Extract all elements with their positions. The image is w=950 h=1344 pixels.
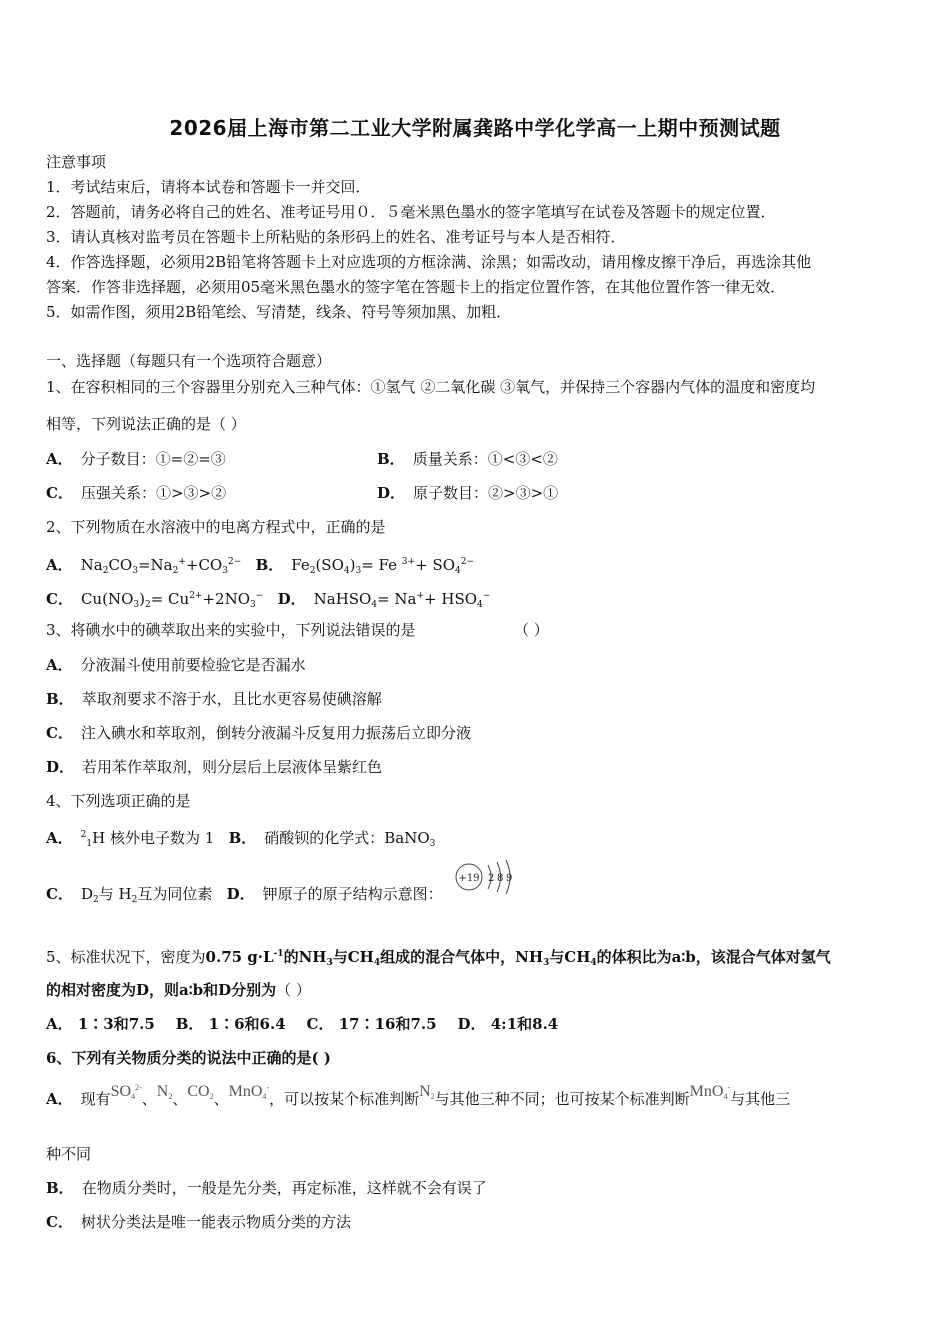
q5-stem-line1: 5、标准状况下，密度为0.75 $g\cdot L^{-1}$的$NH_3$与$CH_4$组成的混合气体中，$NH_3$与$CH_4$的体积比为a∶b，该混合气体对氢气 bbox=[46, 948, 831, 968]
q1-option-b: B． 质量关系：①<③<② bbox=[377, 450, 558, 468]
section-heading: 一、选择题（每题只有一个选项符合题意） bbox=[46, 352, 332, 370]
q2-options-cd: C． $Cu(NO_3)_2= Cu^{2+}+2NO_3^-$ D． NaHSO$_4$= $Na^++ HSO_4^-$ bbox=[46, 590, 491, 610]
q2-options-ab: A． $Na_2CO_3=Na_2^++CO_3^{2-}$ B． $Fe_2(SO_4)_3= Fe$ $^{3+}+ SO_4^{2-}$ bbox=[46, 556, 475, 576]
q3-stem: 3、将碘水中的碘萃取出来的实验中，下列说法错误的是 bbox=[46, 621, 416, 639]
notice-item-1: 1．考试结束后，请将本试卷和答题卡一并交回． bbox=[46, 178, 371, 196]
notice-item-4: 4．作答选择题，必须用2B铅笔将答题卡上对应选项的方框涂满、涂黑；如需改动，请用橡皮擦干净后，再选涂其他 bbox=[46, 253, 812, 271]
atom-core-label: +19 bbox=[458, 873, 480, 884]
q3-option-d: D． 若用苯作萃取剂，则分层后上层液体呈紫红色 bbox=[46, 758, 383, 776]
q6-option-a: A． 现有$SO_4^{2-}$、$N_2$、$CO_2$、MnO$_4$-，可以按某个标准判断$N_2$与其他三种不同；也可按某个标准判断MnO$_4$-与其他三 bbox=[46, 1083, 791, 1108]
q1-option-d: D． 原子数目：②>③>① bbox=[377, 484, 559, 502]
q3-option-c: C． 注入碘水和萃取剂，倒转分液漏斗反复用力振荡后立即分液 bbox=[46, 724, 471, 742]
q1-option-c: C． 压强关系：①>③>② bbox=[46, 484, 227, 502]
q4-options-ab: A． $^2_1$H 核外电子数为 1 B． 硝酸钡的化学式：BaNO$_3$ bbox=[46, 829, 436, 849]
q5-stem-line2: 的相对密度为D，则a∶b和D分别为（ ） bbox=[46, 981, 311, 999]
notice-heading: 注意事项 bbox=[46, 153, 107, 171]
q6-option-a-cont: 种不同 bbox=[46, 1145, 92, 1163]
atom-shell-2: 8 bbox=[497, 873, 504, 884]
notice-item-2: 2．答题前，请务必将自己的姓名、准考证号用０．５毫米黑色墨水的签字笔填写在试卷及答题卡的规定位置． bbox=[46, 203, 776, 221]
atom-shell-3: 9 bbox=[506, 873, 513, 884]
notice-item-5: 5．如需作图，须用2B铅笔绘、写清楚，线条、符号等须加黑、加粗． bbox=[46, 303, 512, 321]
page-title: 2026届上海市第二工业大学附属龚路中学化学高一上期中预测试题 bbox=[169, 116, 781, 140]
q3-option-b: B． 萃取剂要求不溶于水，且比水更容易使碘溶解 bbox=[46, 690, 382, 708]
q4-options-cd: C． $D_2$与 $H_2$互为同位素 D． 钾原子的原子结构示意图： bbox=[46, 885, 443, 905]
q3-option-a: A． 分液漏斗使用前要检验它是否漏水 bbox=[46, 656, 306, 674]
q1-option-a: A． 分子数目：①=②=③ bbox=[46, 450, 226, 468]
q3-paren: （ ） bbox=[514, 621, 549, 639]
q6-option-b: B． 在物质分类时，一般是先分类，再定标准，这样就不会有误了 bbox=[46, 1179, 487, 1197]
potassium-atom-diagram-icon bbox=[454, 857, 520, 895]
q4-stem: 4、下列选项正确的是 bbox=[46, 792, 191, 810]
q1-stem-line1: 1、在容积相同的三个容器里分别充入三种气体：①氢气 ②二氧化碳 ③氧气，并保持三个容器内气体的温度和密度均 bbox=[46, 378, 816, 396]
notice-item-3: 3．请认真核对监考员在答题卡上所粘贴的条形码上的姓名、准考证号与本人是否相符． bbox=[46, 228, 626, 246]
q1-stem-line2: 相等，下列说法正确的是（ ） bbox=[46, 415, 246, 433]
q5-options: A． 1∶3和7.5 B． 1∶6和6.4 C． 17∶16和7.5 D． 4:1和8.4 bbox=[46, 1015, 559, 1033]
q2-stem: 2、下列物质在水溶液中的电离方程式中，正确的是 bbox=[46, 518, 386, 536]
atom-shell-1: 2 bbox=[488, 873, 495, 884]
q6-stem: 6、下列有关物质分类的说法中正确的是( ) bbox=[46, 1049, 331, 1067]
q6-option-c: C． 树状分类法是唯一能表示物质分类的方法 bbox=[46, 1213, 351, 1231]
notice-item-4-cont: 答案．作答非选择题，必须用05毫米黑色墨水的签字笔在答题卡上的指定位置作答，在其他位置作答一律无效． bbox=[46, 278, 786, 296]
